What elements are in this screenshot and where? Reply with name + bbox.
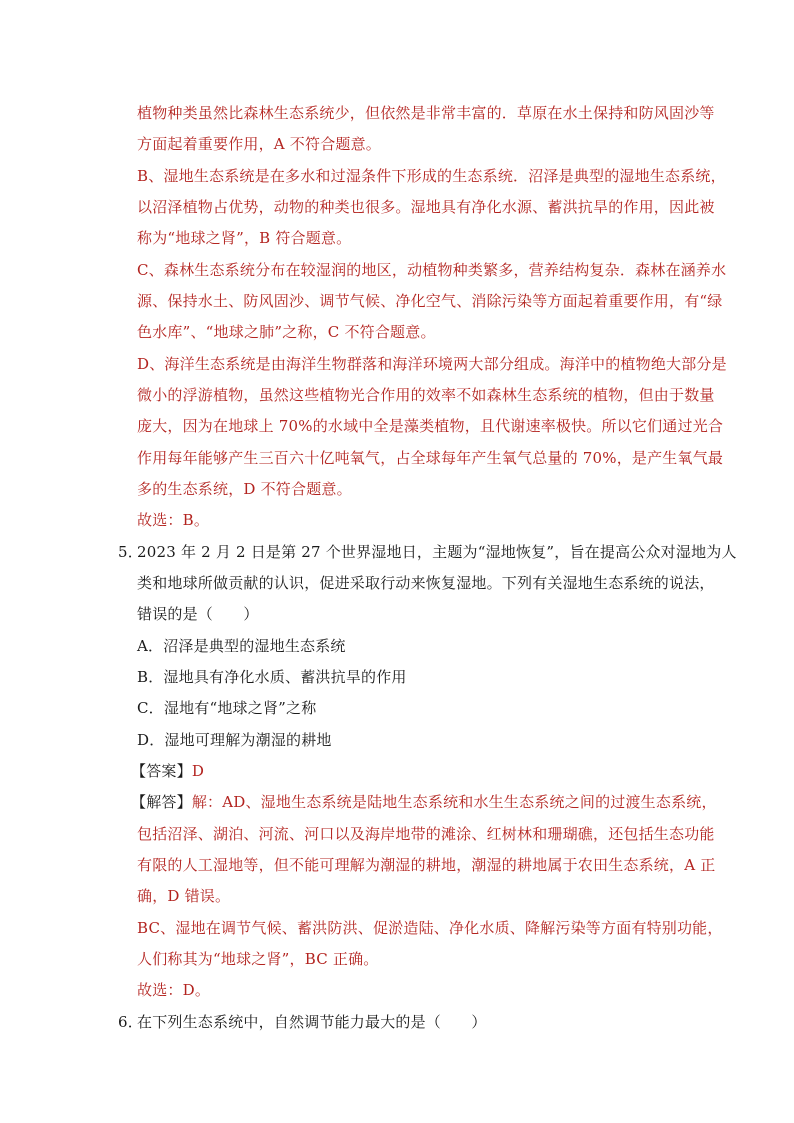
explanation-line: 称为“地球之肾”，B 符合题意。 [137,229,352,247]
option-d: D．湿地可理解为潮湿的耕地 [137,731,332,749]
question-number: 6． [118,1013,143,1031]
analysis-row [131,792,717,812]
explanation-line: D、海洋生态系统是由海洋生物群落和海洋环境两大部分组成。海洋中的植物绝大部分是 [137,355,727,373]
analysis-line: 有限的人工湿地等，但不能可理解为潮湿的耕地，潮湿的耕地属于农田生态系统，A 正 [137,856,716,874]
explanation-line: 色水库”、“地球之肺”之称，C 不符合题意。 [137,323,436,341]
answer-label: 【答案】 [131,762,192,780]
explanation-line: C、森林生态系统分布在较湿润的地区，动植物种类繁多，营养结构复杂．森林在涵养水 [137,261,727,279]
explanation-line: 方面起着重要作用，A 不符合题意。 [137,135,382,153]
question-stem-line: 2023 年 2 月 2 日是第 27 个世界湿地日，主题为“湿地恢复”，旨在提高公众对湿地为人 [137,543,737,561]
question-number: 5． [118,543,143,561]
analysis-line: 解：AD、湿地生态系统是陆地生态系统和水生生态系统之间的过渡生态系统， [191,793,717,811]
question-stem-line: 类和地球所做贡献的认识，促进采取行动来恢复湿地。下列有关湿地生态系统的说法， [137,574,715,592]
explanation-line: 植物种类虽然比森林生态系统少，但依然是非常丰富的．草原在水土保持和防风固沙等 [137,104,715,122]
analysis-choice: 故选：D。 [137,981,211,999]
analysis-line: BC、湿地在调节气候、蓄洪防洪、促淤造陆、净化水质、降解污染等方面有特别功能， [137,919,723,937]
question-stem-line: 错误的是（ ） [137,605,259,623]
explanation-line: 多的生态系统，D 不符合题意。 [137,480,352,498]
option-b: B．湿地具有净化水质、蓄洪抗旱的作用 [137,668,407,686]
analysis-line: 包括沼泽、湖泊、河流、河口以及海岸地带的滩涂、红树林和珊瑚礁，还包括生态功能 [137,825,715,843]
answer-value: D [191,762,205,780]
analysis-line: 人们称其为“地球之肾”，BC 正确。 [137,950,379,968]
explanation-line: 作用每年能够产生三百六十亿吨氧气，占全球每年产生氧气总量的 70%，是产生氧气最 [137,449,724,467]
explanation-line: 源、保持水土、防风固沙、调节气候、净化空气、消除污染等方面起着重要作用，有“绿 [137,292,723,310]
question-stem-line: 在下列生态系统中，自然调节能力最大的是（ ） [137,1013,487,1031]
option-a: A．沼泽是典型的湿地生态系统 [137,637,346,655]
explanation-line: 微小的浮游植物，虽然这些植物光合作用的效率不如森林生态系统的植物，但由于数量 [137,386,715,404]
explanation-line: 以沼泽植物占优势，动物的种类也很多。湿地具有净化水源、蓄洪抗旱的作用，因此被 [137,198,715,216]
option-c: C．湿地有“地球之肾”之称 [137,699,317,717]
analysis-label: 【解答】 [131,793,192,811]
answer-row [131,761,204,781]
explanation-choice: 故选：B。 [137,511,210,529]
analysis-line: 确，D 错误。 [137,887,231,905]
explanation-line: 庞大，因为在地球上 70%的水域中全是藻类植物，且代谢速率极快。所以它们通过光合 [137,417,724,435]
explanation-line: B、湿地生态系统是在多水和过湿条件下形成的生态系统．沼泽是典型的湿地生态系统， [137,167,726,185]
